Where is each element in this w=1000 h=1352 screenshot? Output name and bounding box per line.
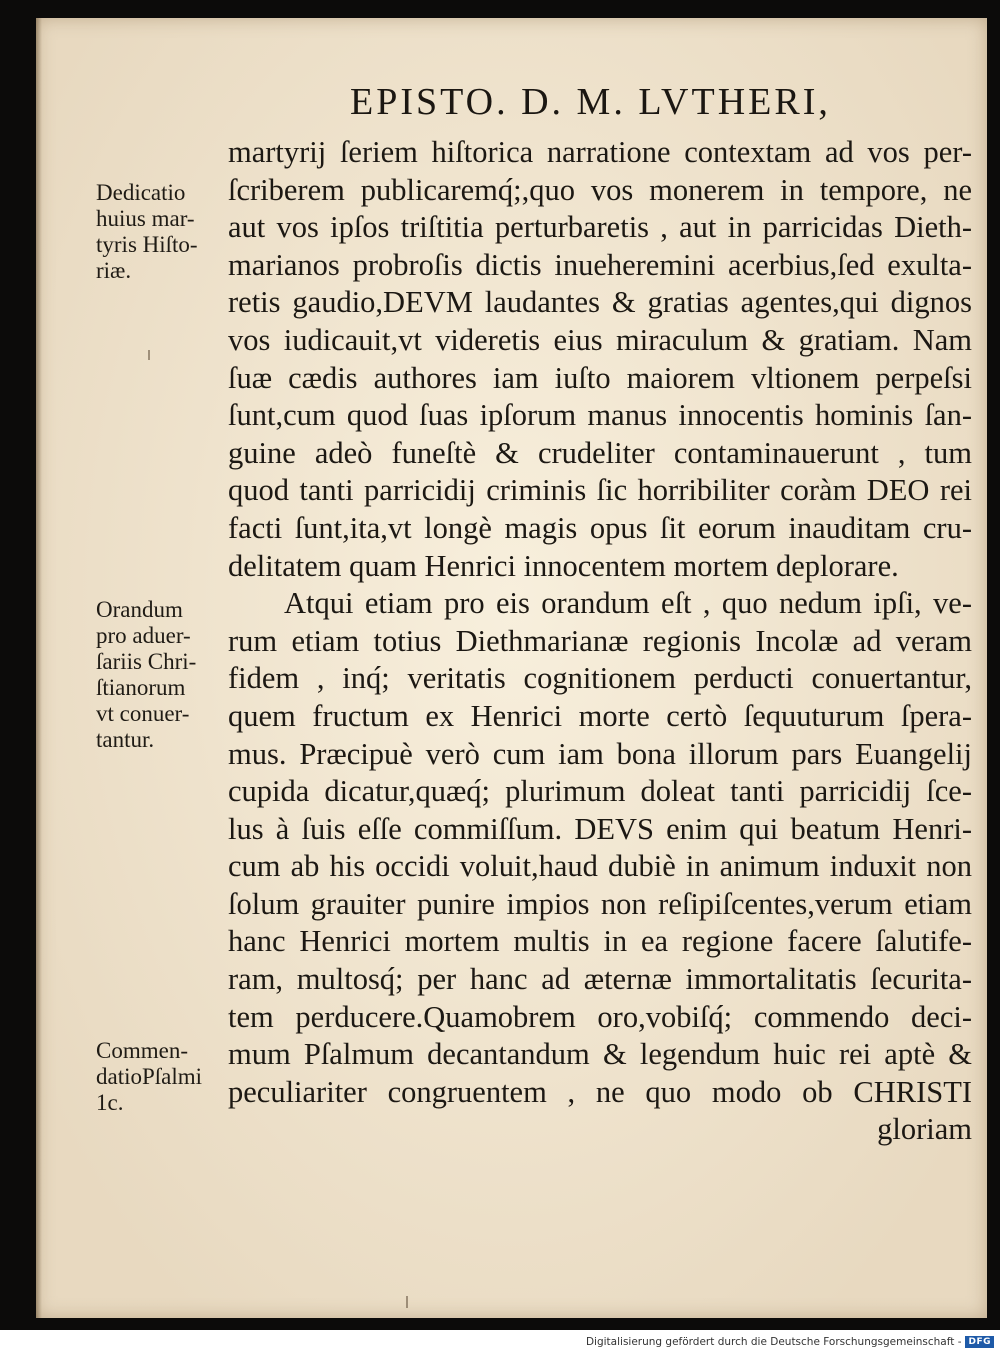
- body-line: ſcriberem publicaremq́;,quo vos monerem in tempore, ne: [228, 172, 972, 207]
- ink-speck: [148, 350, 150, 360]
- body-line: cupida dicatur,quæq́; plurimum doleat tanti parricidij ſce-: [228, 774, 972, 809]
- body-line: marianos probroſis dictis inueheremini acerbius,ſed exulta-: [228, 247, 972, 282]
- body-line: ſuæ cædis authores iam iuſto maiorem vltionem perpeſsi: [228, 360, 972, 395]
- body-line: lus à ſuis eſſe commiſſum. DEVS enim qui beatum Henri-: [228, 811, 972, 846]
- body-line: tem perducere.Quamobrem oro,vobiſq́; commendo deci-: [228, 999, 972, 1034]
- marginal-line: pro aduer-: [96, 623, 191, 648]
- running-head: EPISTO. D. M. LVTHERI,: [350, 81, 831, 123]
- marginal-line: Commen-: [96, 1038, 188, 1063]
- marginal-line: 1c.: [96, 1090, 124, 1115]
- body-line: mum Pſalmum decantandum & legendum huic rei aptè &: [228, 1037, 972, 1072]
- body-line: ram, multosq́; per hanc ad æternæ immortalitatis ſecurita-: [228, 962, 972, 997]
- page-gutter-shadow: [36, 18, 42, 1318]
- body-line: hanc Henrici mortem multis in ea regione facere ſalutife-: [228, 924, 972, 959]
- body-line: quem fructum ex Henrici morte certò ſequuturum ſpera-: [228, 698, 972, 733]
- body-line: quod tanti parricidij criminis ſic horribiliter coràm DEO rei: [228, 473, 972, 508]
- marginal-line: vt conuer-: [96, 701, 190, 726]
- body-line: peculiariter congruentem , ne quo modo ob CHRISTI: [228, 1074, 972, 1109]
- body-line: vos iudicauit,vt videretis eius miraculum & gratiam. Nam: [228, 322, 972, 357]
- marginal-line: ſariis Chri-: [96, 649, 197, 674]
- body-text: [228, 134, 972, 1149]
- body-line: delitatem quam Henrici innocentem mortem deplorare.: [228, 548, 899, 583]
- footer-text: Digitalisierung gefördert durch die Deutsche Forschungsgemeinschaft -: [585, 1336, 962, 1348]
- body-line: retis gaudio,DEVM laudantes & gratias agentes,qui dignos: [228, 285, 972, 320]
- catchword: gloriam: [877, 1112, 972, 1147]
- body-line: facti ſunt,ita,vt longè magis opus ſit eorum inauditam cru-: [228, 510, 972, 545]
- marginal-note-psalm: [96, 1038, 236, 1116]
- marginal-line: huius mar-: [96, 206, 195, 231]
- ink-speck: [406, 1296, 408, 1308]
- marginal-line: ſtianorum: [96, 675, 186, 700]
- marginal-line: Dedicatio: [96, 180, 186, 205]
- marginal-line: Orandum: [96, 597, 183, 622]
- body-line: martyrij ſeriem hiſtorica narratione contextam ad vos per-: [228, 135, 972, 169]
- body-line: guine adeò funeſtè & crudeliter contaminauerunt , tum: [228, 435, 972, 470]
- body-line: ſolum grauiter punire impios non reſipiſcentes,verum etiam: [228, 886, 972, 921]
- body-line: Atqui etiam pro eis orandum eſt , quo nedum ipſi, ve-: [284, 586, 972, 621]
- body-line: cum ab his occidi voluit,haud dubiè in animum induxit non: [228, 849, 972, 884]
- marginal-line: datioPſalmi: [96, 1064, 203, 1089]
- body-line: aut vos ipſos triſtitia perturbaretis , aut in parricidas Dieth-: [228, 210, 972, 245]
- dfg-logo: DFG: [965, 1336, 994, 1348]
- digitization-footer: [586, 1336, 994, 1348]
- body-line: rum etiam totius Diethmarianæ regionis Incolæ ad veram: [228, 623, 972, 658]
- marginal-note-dedication: [96, 180, 236, 284]
- body-line: fidem , inq́; veritatis cognitionem perducti conuertantur,: [228, 661, 972, 696]
- marginal-note-prayer: [96, 597, 236, 753]
- body-line: mus. Præcipuè verò cum iam bona illorum pars Euangelij: [228, 736, 972, 771]
- marginal-line: riæ.: [96, 258, 132, 283]
- marginal-line: tyris Hiſto-: [96, 232, 198, 257]
- body-line: ſunt,cum quod ſuas ipſorum manus innocentis hominis ſan-: [228, 398, 972, 433]
- marginal-line: tantur.: [96, 727, 155, 752]
